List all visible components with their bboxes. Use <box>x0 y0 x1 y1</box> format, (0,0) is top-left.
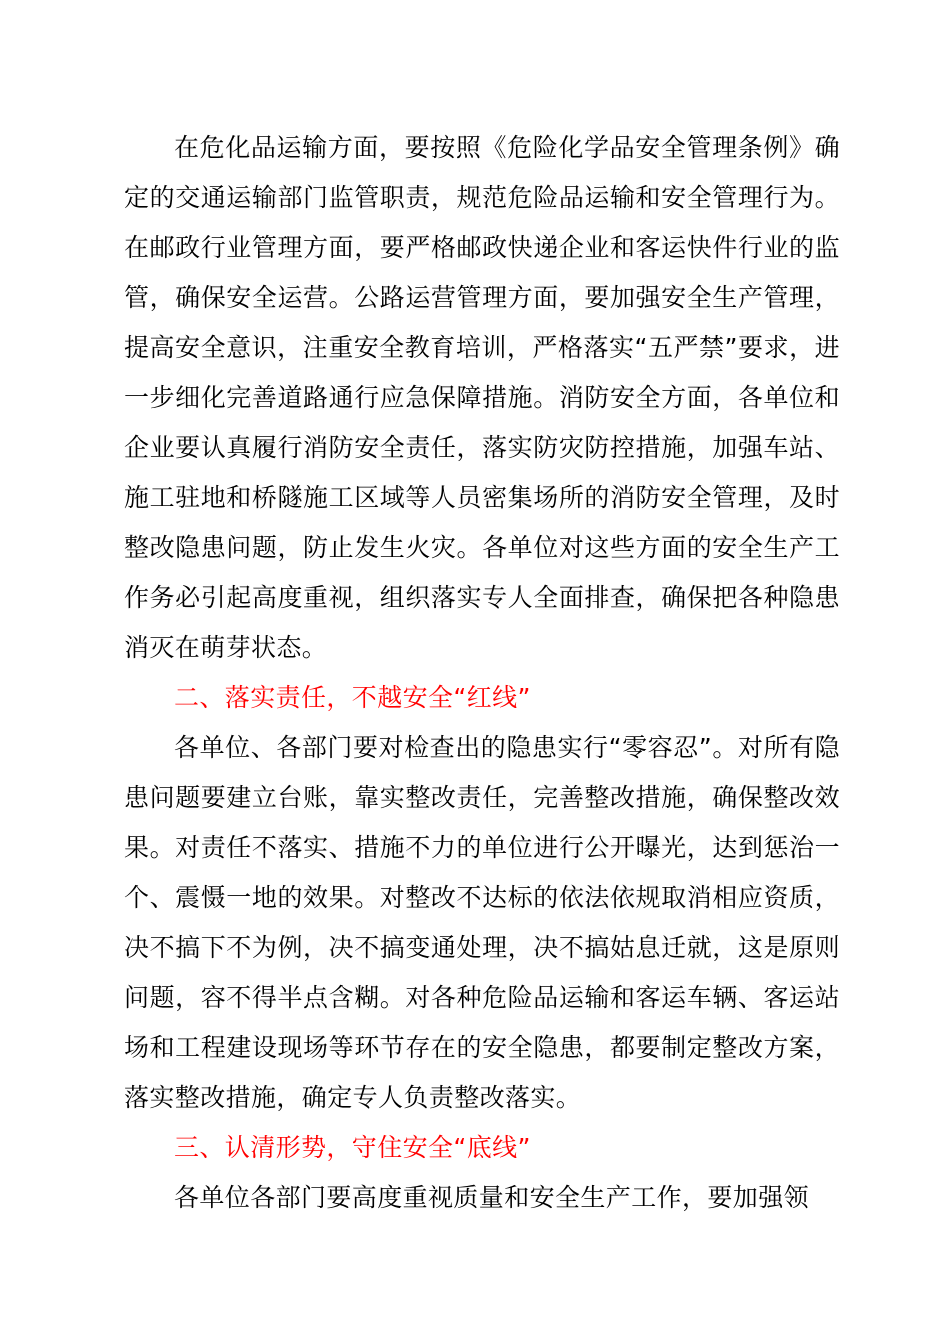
section-heading-responsibility: 二、落实责任，不越安全“红线” <box>174 683 531 712</box>
body-paragraph-situation: 各单位各部门要高度重视质量和安全生产工作，要加强领 <box>174 1183 810 1212</box>
body-paragraph-responsibility: 各单位、各部门要对检查出的隐患实行“零容忍”。对所有隐患问题要建立台账，靠实整改责任，完善整改措施，确保整改效果。对责任不落实、措施不力的单位进行公开曝光，达到惩治一个、震慑一地的效果。对整改不达标的依法依规取消相应资质，决不搞下不为例，决不搞变通处理，决不搞姑息迁就，这是原则问题，容不得半点含糊。对各种危险品运输和客运车辆、客运站场和工程建设现场等环节存在的安全隐患，都要制定整改方案，落实整改措施，确定专人负责整改落实。 <box>124 733 840 1112</box>
document-page <box>124 123 840 1223</box>
section-heading-situation: 三、认清形势，守住安全“底线” <box>174 1133 531 1162</box>
body-paragraph-hazmat: 在危化品运输方面，要按照《危险化学品安全管理条例》确定的交通运输部门监管职责，规范危险品运输和安全管理行为。在邮政行业管理方面，要严格邮政快递企业和客运快件行业的监管，确保安全运营。公路运营管理方面，要加强安全生产管理，提高安全意识，注重安全教育培训，严格落实“五严禁”要求，进一步细化完善道路通行应急保障措施。消防安全方面，各单位和企业要认真履行消防安全责任，落实防灾防控措施，加强车站、施工驻地和桥隧施工区域等人员密集场所的消防安全管理，及时整改隐患问题，防止发生火灾。各单位对这些方面的安全生产工作务必引起高度重视，组织落实专人全面排查，确保把各种隐患消灭在萌芽状态。 <box>124 133 840 662</box>
